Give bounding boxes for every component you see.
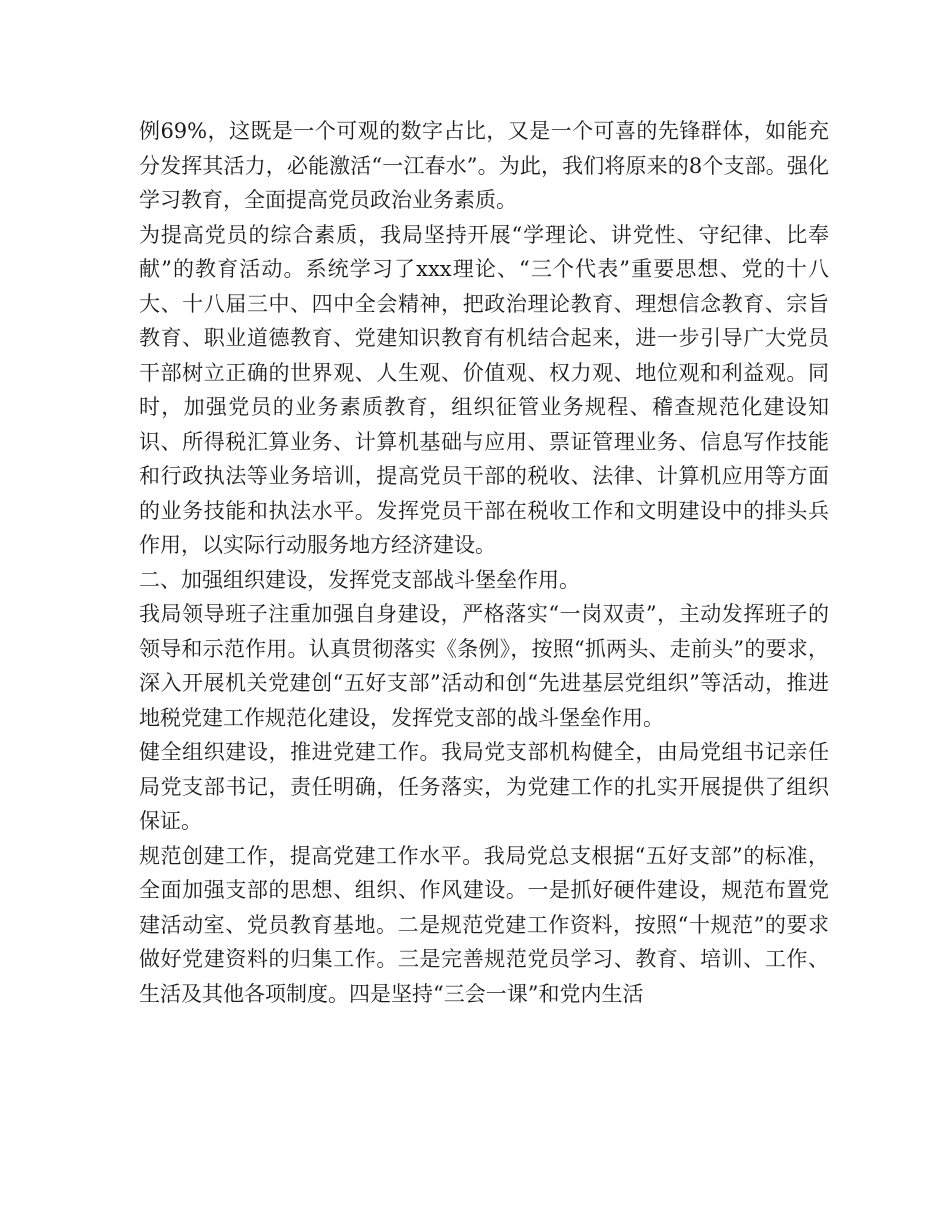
paragraph: 例69%，这既是一个可观的数字占比，又是一个可喜的先锋群体，如能充分发挥其活力，必能激活“一江春水”。为此，我们将原来的8个支部。强化学习教育，全面提高党员政治业务素质。	[139, 119, 829, 212]
section-heading: 二、加强组织建设，发挥党支部战斗堡垒作用。	[139, 567, 580, 592]
paragraph: 为提高党员的综合素质，我局坚持开展“学理论、讲党性、守纪律、比奉献”的教育活动。系统学习了xxx理论、“三个代表”重要思想、党的十八大、十八届三中、四中全会精神，把政治理论教育、理想信念教育、宗旨教育、职业道德教育、党建知识教育有机结合起来，进一步引导广大党员干部树立正确的世界观、人生观、价值观、权力观、地位观和利益观。同时，加强党员的业务素质教育，组织征管业务规程、稽查规范化建设知识、所得税汇算业务、计算机基础与应用、票证管理业务、信息写作技能和行政执法等业务培训，提高党员干部的税收、法律、计算机应用等方面的业务技能和执法水平。发挥党员干部在税收工作和文明建设中的排头兵作用，以实际行动服务地方经济建设。	[139, 222, 829, 557]
paragraph: 规范创建工作，提高党建工作水平。我局党总支根据“五好支部”的标准，全面加强支部的思想、组织、作风建设。一是抓好硬件建设，规范布置党建活动室、党员教育基地。二是规范党建工作资料，按照“十规范”的要求做好党建资料的归集工作。三是完善规范党员学习、教育、培训、工作、生活及其他各项制度。四是坚持“三会一课”和党内生活	[139, 843, 829, 1006]
document-body	[139, 114, 829, 1011]
paragraph: 我局领导班子注重加强自身建设，严格落实“一岗双责”，主动发挥班子的领导和示范作用。认真贯彻落实《条例》，按照“抓两头、走前头”的要求，深入开展机关党建创“五好支部”活动和创“先进基层党组织”等活动，推进地税党建工作规范化建设，发挥党支部的战斗堡垒作用。	[139, 602, 829, 730]
paragraph: 健全组织建设，推进党建工作。我局党支部机构健全，由局党组书记亲任局党支部书记，责任明确，任务落实，为党建工作的扎实开展提供了组织保证。	[139, 740, 829, 833]
